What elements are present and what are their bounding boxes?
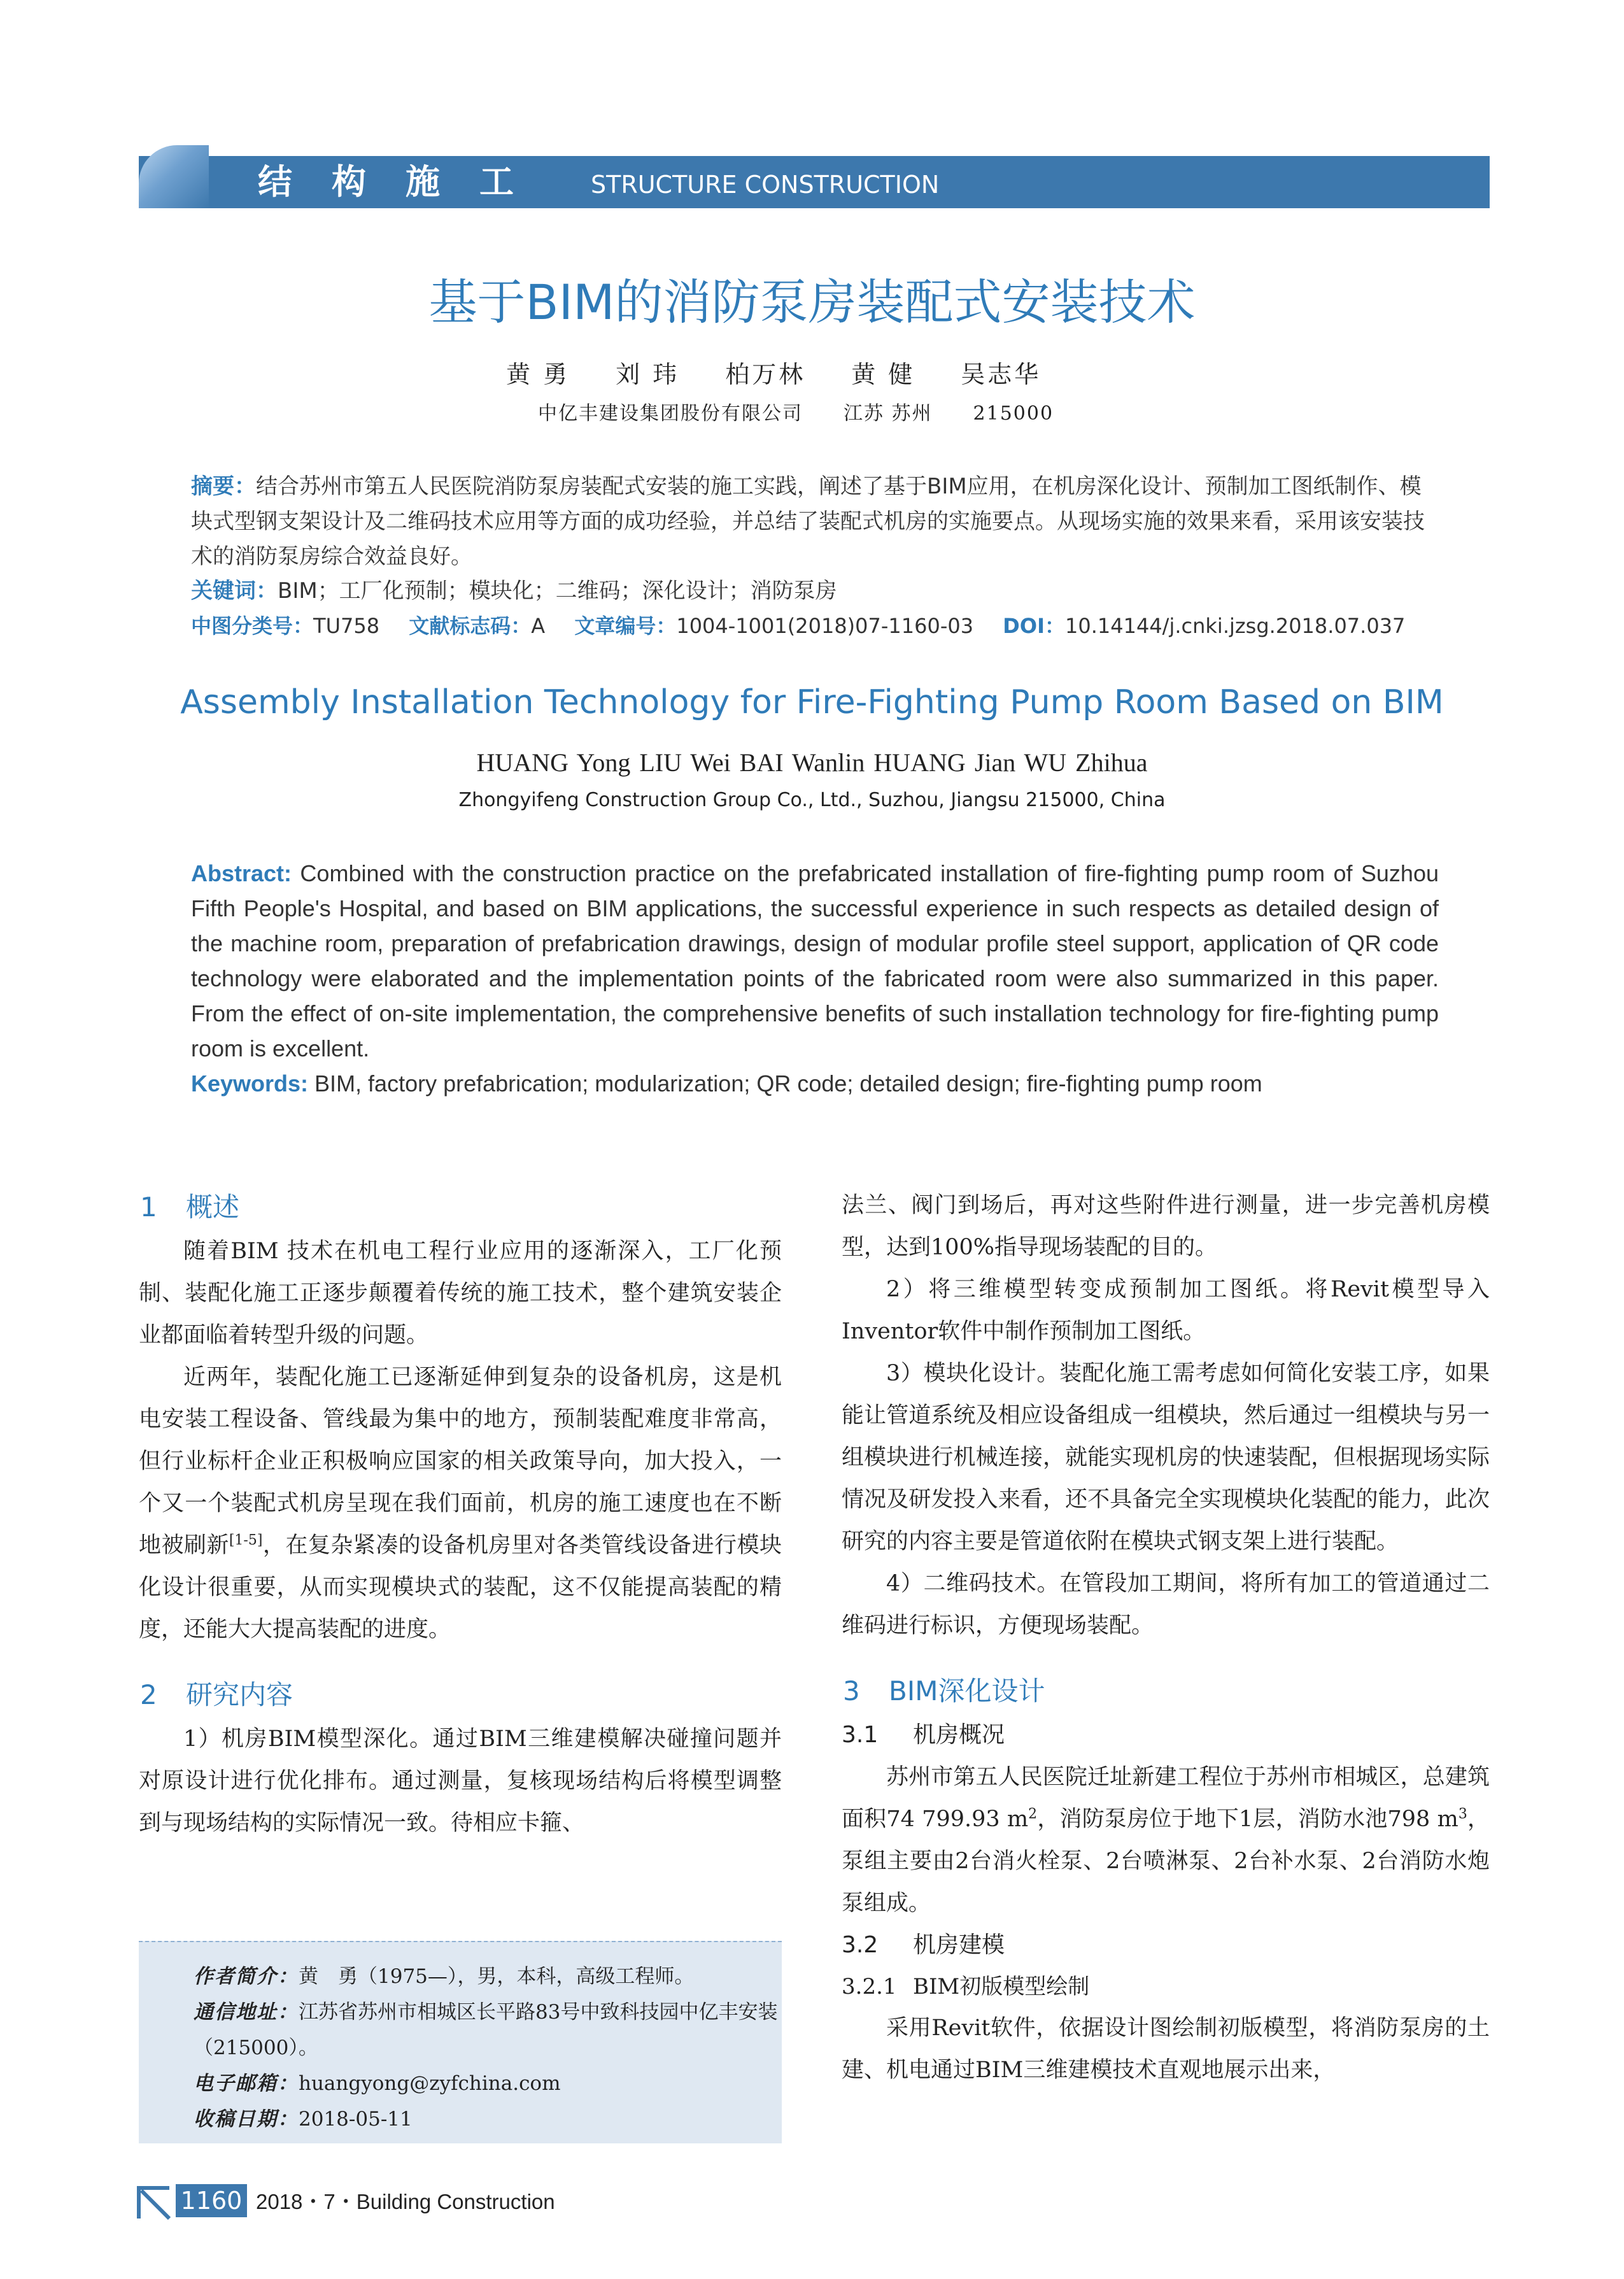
clc-value: TU758 bbox=[313, 614, 380, 638]
subsection-number: 3.2 bbox=[842, 1932, 879, 1958]
author-list-en: HUANG Yong LIU Wei BAI Wanlin HUANG Jian WU Zhihua bbox=[476, 748, 1148, 777]
citation-ref: [1-5] bbox=[229, 1532, 263, 1549]
keywords-en-label: Keywords: bbox=[191, 1070, 309, 1097]
keywords-en-text: BIM, factory prefabrication; modularization; QR code; detailed design; fire-fighting pump room bbox=[308, 1070, 1262, 1097]
section-number: 2 bbox=[140, 1679, 157, 1710]
affiliation-cn: 中亿丰建设集团股份有限公司 江苏 苏州 215000 bbox=[538, 402, 1054, 425]
affiliation-en: Zhongyifeng Construction Group Co., Ltd., Suzhou, Jiangsu 215000, China bbox=[458, 789, 1166, 811]
article-title-cn: 基于BIM的消防泵房装配式安装技术 bbox=[428, 274, 1196, 330]
paragraph-text: ，泵组主要由2台消火栓泵、2台喷淋泵、2台补水泵、2台消防水炮泵组成。 bbox=[842, 1807, 1490, 1916]
paragraph bbox=[139, 1356, 782, 1651]
paragraph: 法兰、阀门到场后，再对这些附件进行测量，进一步完善机房模型，达到100%指导现场装配的目的。 bbox=[842, 1193, 1490, 1260]
note-text: 黄 勇（1975—），男，本科，高级工程师。 bbox=[299, 1965, 695, 1988]
superscript: 3 bbox=[1458, 1806, 1467, 1822]
section-title-en: STRUCTURE CONSTRUCTION bbox=[591, 171, 940, 199]
paragraph-text: ，消防泵房位于地下1层，消防水池798 m bbox=[1037, 1807, 1458, 1832]
journal-footer: 2018・7・Building Construction bbox=[256, 2190, 555, 2213]
classification-row bbox=[191, 609, 1428, 644]
section-number: 3 bbox=[843, 1675, 860, 1707]
subsection-number: 3.1 bbox=[842, 1722, 879, 1748]
corner-mark-icon bbox=[136, 2185, 172, 2221]
subsection-title: 机房概况 bbox=[913, 1722, 1005, 1748]
section-header-tab bbox=[139, 145, 209, 208]
author-name: 黄 健 bbox=[851, 360, 915, 388]
subsubsection-heading bbox=[842, 1966, 1490, 2007]
section-number: 1 bbox=[140, 1191, 157, 1223]
section-title: 概述 bbox=[186, 1191, 240, 1223]
paragraph: 采用Revit软件，依据设计图绘制初版模型，将消防泵房的土建、机电通过BIM三维建模技术直观地展示出来， bbox=[842, 2015, 1490, 2083]
article-number-label: 文章编号： bbox=[574, 614, 677, 638]
subsection-heading bbox=[842, 1714, 1490, 1756]
author-list-cn bbox=[506, 357, 1041, 392]
section-title: 研究内容 bbox=[186, 1679, 293, 1710]
paragraph: 2）将三维模型转变成预制加工图纸。将Revit模型导入Inventor软件中制作预制加工图纸。 bbox=[842, 1277, 1490, 1344]
abstract-cn-text: 结合苏州市第五人民医院消防泵房装配式安装的施工实践，阐述了基于BIM应用，在机房深化设计、预制加工图纸制作、模块式型钢支架设计及二维码技术应用等方面的成功经验，并总结了装配式机房的实施要点。从现场实施的效果来看，采用该安装技术的消防泵房综合效益良好。 bbox=[191, 474, 1425, 569]
note-label: 电子邮箱： bbox=[194, 2072, 299, 2095]
keywords-cn-label: 关键词： bbox=[191, 578, 278, 604]
section-title-cn: 结构施工 bbox=[258, 162, 553, 202]
doc-code-value: A bbox=[531, 614, 546, 638]
article-number-value: 1004-1001(2018)07-1160-03 bbox=[676, 614, 974, 638]
subsubsection-number: 3.2.1 bbox=[842, 1974, 897, 1999]
body-column-right bbox=[842, 1184, 1490, 2091]
doc-code-label: 文献标志码： bbox=[409, 614, 532, 638]
superscript: 2 bbox=[1028, 1806, 1038, 1822]
note-label: 收稿日期： bbox=[194, 2108, 299, 2131]
note-text: 2018-05-11 bbox=[299, 2108, 413, 2131]
keywords-cn-text: BIM；工厂化预制；模块化；二维码；深化设计；消防泵房 bbox=[278, 578, 837, 604]
author-name: 吴志华 bbox=[961, 360, 1041, 388]
paragraph: 随着BIM 技术在机电工程行业应用的逐渐深入，工厂化预制、装配化施工正逐步颠覆着传统的施工技术，整个建筑安装企业都面临着转型升级的问题。 bbox=[139, 1239, 782, 1348]
note-label: 通信地址： bbox=[194, 2001, 299, 2024]
note-text: 江苏省苏州市相城区长平路83号中致科技园中亿丰安装（215000）。 bbox=[194, 2001, 778, 2059]
subsection-title: 机房建模 bbox=[913, 1932, 1005, 1958]
author-name: 柏万林 bbox=[725, 360, 806, 388]
doi-label: DOI： bbox=[1003, 614, 1065, 638]
author-name: 黄 勇 bbox=[506, 360, 570, 388]
keywords-en bbox=[191, 1066, 1439, 1101]
author-note-box bbox=[139, 1941, 782, 2143]
doi-value: 10.14144/j.cnki.jzsg.2018.07.037 bbox=[1064, 614, 1406, 638]
paragraph-text: 苏州市第五人民医院迁址新建工程位于苏州市相城区，总建筑面积74 799.93 m bbox=[842, 1764, 1490, 1832]
abstract-en-text: Combined with the construction practice on the prefabricated installation of fire-fighting pump room of Suzhou Fifth People's Hospital, and based on BIM applications, the successful experience in such respects as detailed design of the machine room, preparation of prefabrication drawings, design of modular profile steel support, application of QR code technology were elaborated and the implementation points of the fabricated room were also summarized in this paper. From the effect of on-site implementation, the comprehensive benefits of such installation technology for fire-fighting pump room is excellent. bbox=[191, 860, 1439, 1061]
page-number: 1160 bbox=[176, 2184, 247, 2217]
paragraph: 3）模块化设计。装配化施工需考虑如何简化安装工序，如果能让管道系统及相应设备组成一组模块，然后通过一组模块与另一组模块进行机械连接，就能实现机房的快速装配，但根据现场实际情况及研发投入来看，还不具备完全实现模块化装配的能力，此次研究的内容主要是管道依附在模块式钢支架上进行装配。 bbox=[842, 1361, 1490, 1554]
note-label: 作者简介： bbox=[194, 1965, 299, 1988]
paragraph: 1）机房BIM模型深化。通过BIM三维建模解决碰撞问题并对原设计进行优化排布。通过测量，复核现场结构后将模型调整到与现场结构的实际情况一致。待相应卡箍、 bbox=[139, 1726, 782, 1836]
paragraph: 4）二维码技术。在管段加工期间，将所有加工的管道通过二维码进行标识，方便现场装配。 bbox=[842, 1571, 1490, 1638]
section-heading bbox=[842, 1668, 1490, 1714]
subsubsection-title: BIM初版模型绘制 bbox=[913, 1974, 1090, 1999]
article-title-en: Assembly Installation Technology for Fire-Fighting Pump Room Based on BIM bbox=[180, 683, 1444, 721]
paragraph-text: ，在复杂紧凑的设备机房里对各类管线设备进行模块化设计很重要，从而实现模块式的装配，这不仅能提高装配的精度，还能大大提高装配的进度。 bbox=[139, 1533, 782, 1642]
section-title: BIM深化设计 bbox=[889, 1675, 1045, 1707]
section-heading bbox=[139, 1672, 782, 1718]
paragraph-text: 近两年，装配化施工已逐渐延伸到复杂的设备机房，这是机电安装工程设备、管线最为集中的地方，预制装配难度非常高，但行业标杆企业正积极响应国家的相关政策导向，加大投入，一个又一个装配式机房呈现在我们面前，机房的施工速度也在不断地被刷新 bbox=[139, 1365, 782, 1558]
abstract-en bbox=[191, 856, 1439, 1066]
clc-label: 中图分类号： bbox=[191, 614, 314, 638]
keywords-cn bbox=[191, 574, 1439, 609]
body-column-left bbox=[139, 1184, 782, 1844]
abstract-cn-label: 摘要： bbox=[191, 474, 256, 499]
paragraph bbox=[842, 1756, 1490, 1924]
author-name: 刘 玮 bbox=[616, 360, 680, 388]
note-email: huangyong@zyfchina.com bbox=[299, 2072, 561, 2095]
abstract-en-label: Abstract: bbox=[191, 860, 292, 886]
subsection-heading bbox=[842, 1924, 1490, 1966]
abstract-cn bbox=[191, 469, 1439, 574]
section-heading bbox=[139, 1184, 782, 1230]
